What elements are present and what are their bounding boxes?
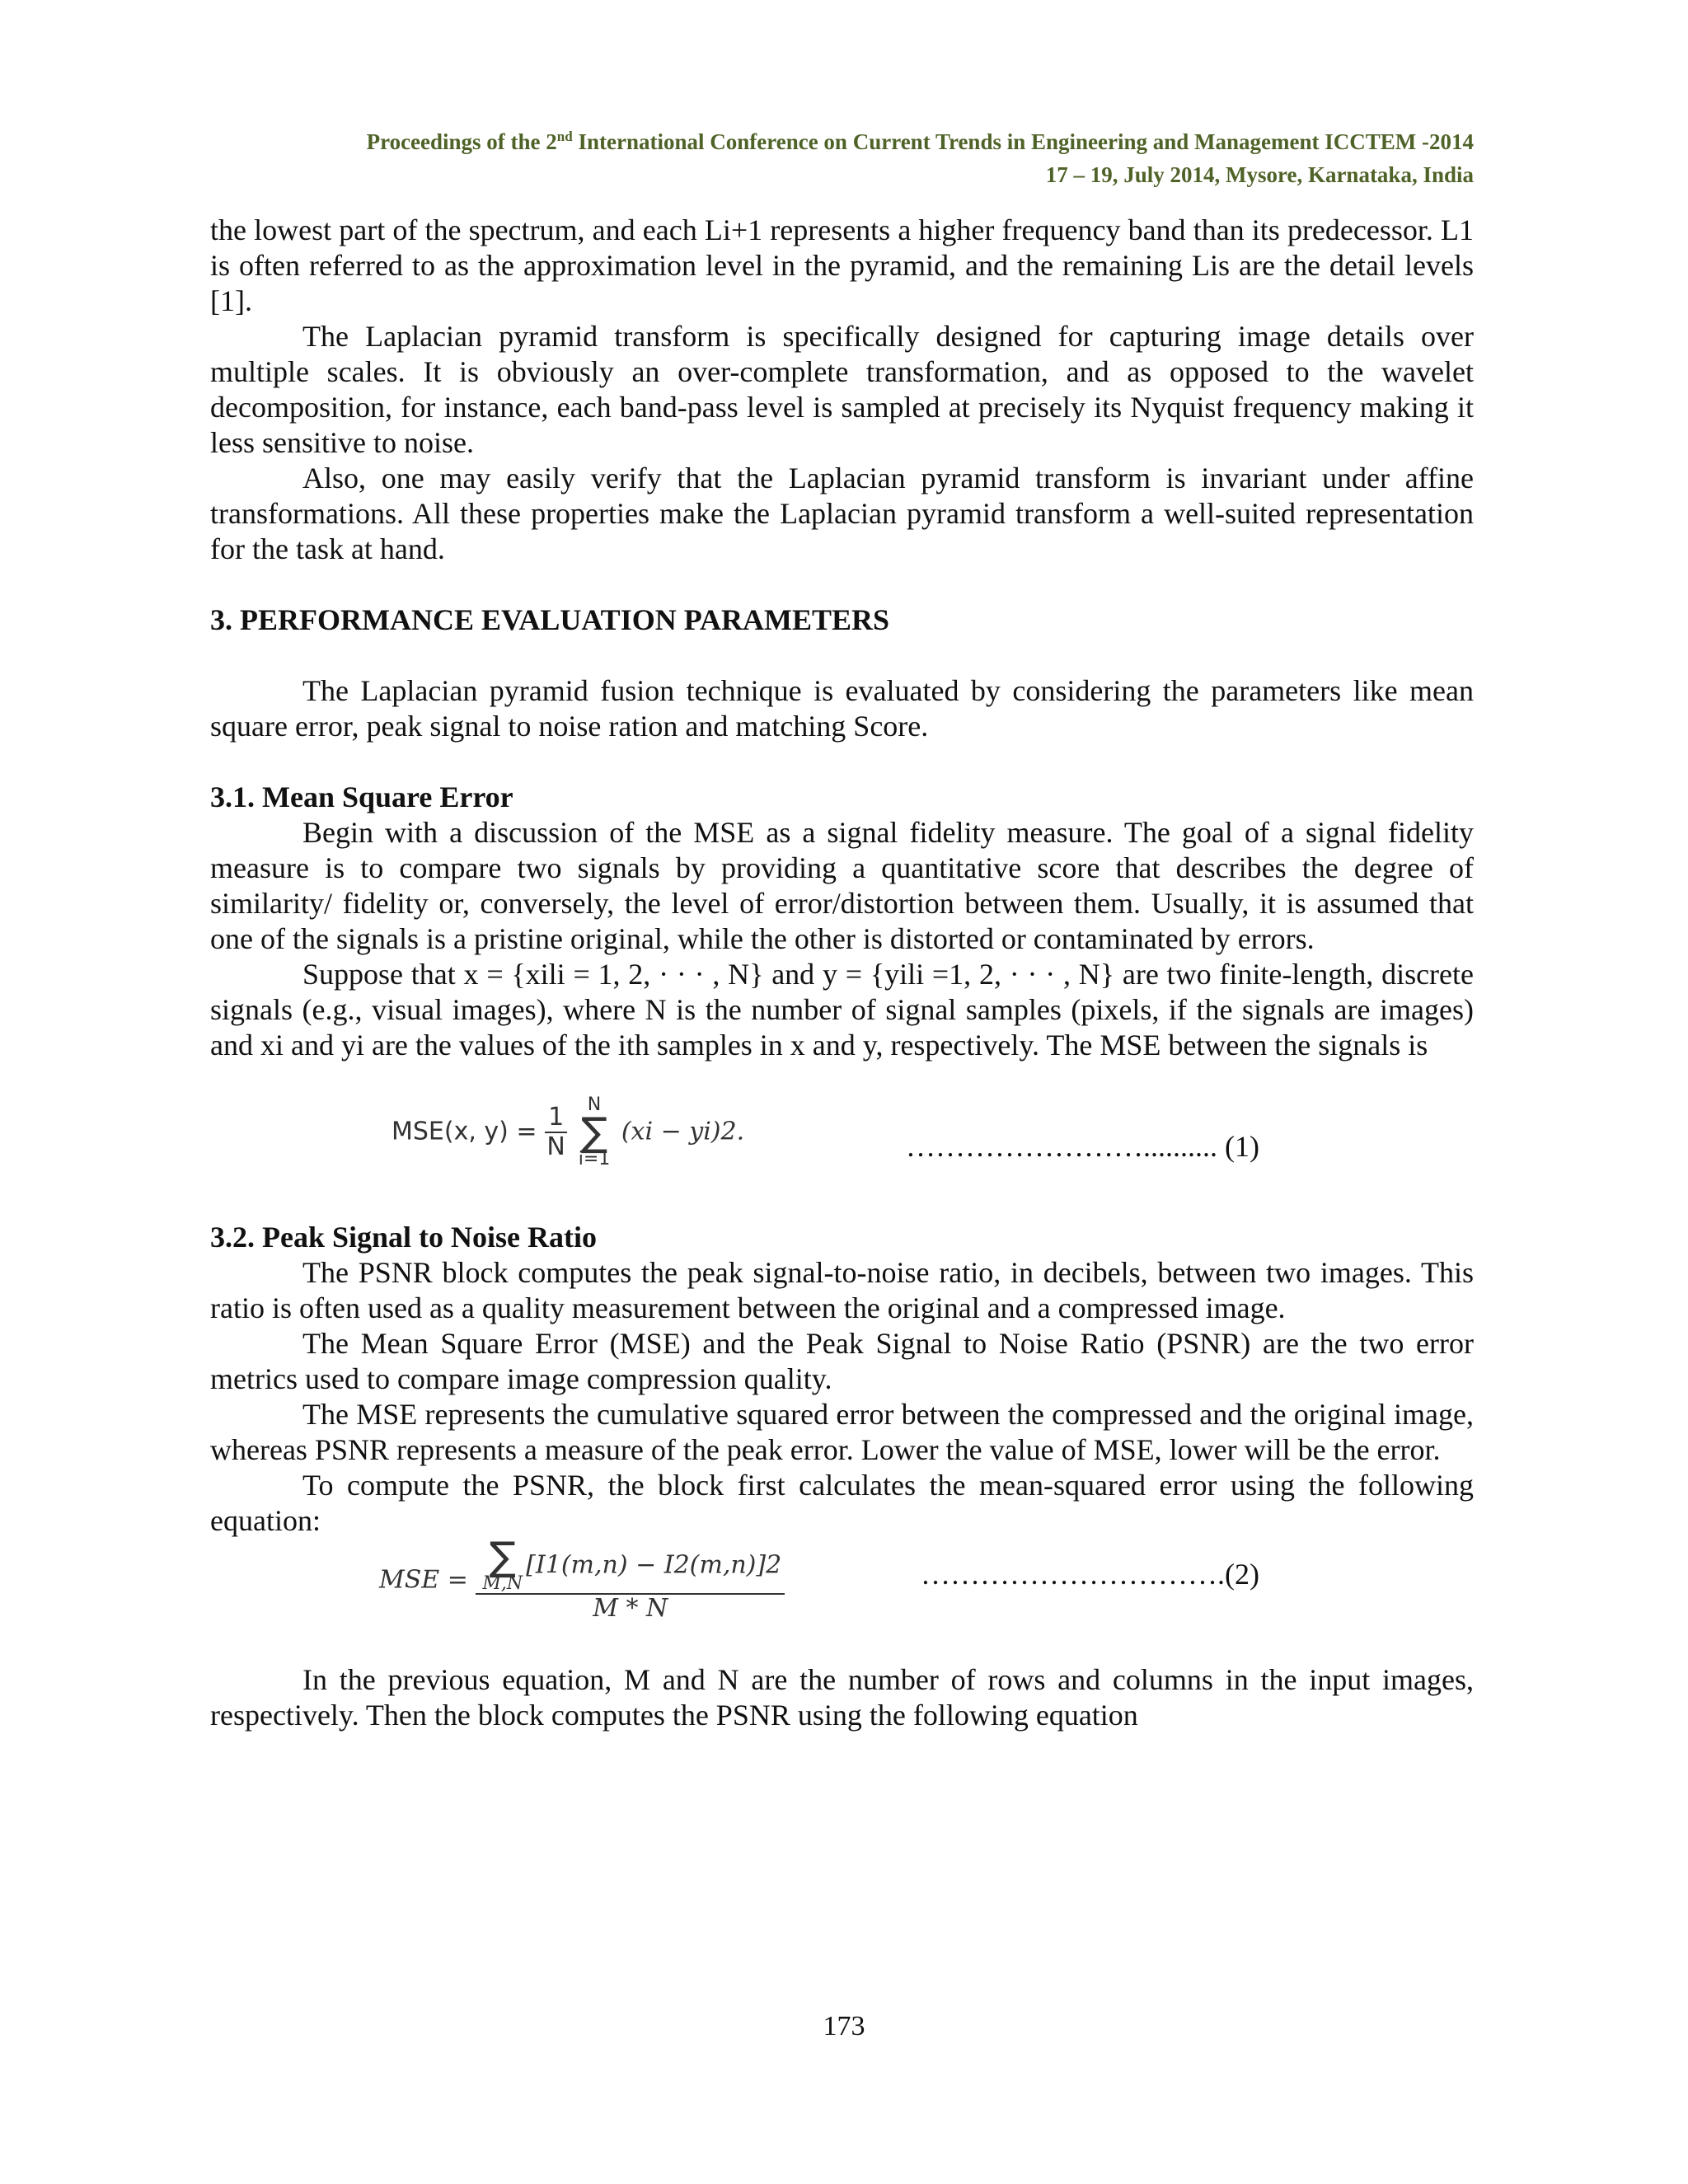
running-header — [210, 125, 1474, 191]
paragraph: Also, one may easily verify that the Laplacian pyramid transform is invariant under affine transformations. All these properties make the Laplacian pyramid transform a well-suited representation for the task at hand. — [210, 462, 1474, 565]
subsection-heading: 3.2. Peak Signal to Noise Ratio — [210, 1221, 598, 1254]
equation-1 — [210, 1096, 1474, 1195]
equation-1-formula: MSE(x, y) = $\frac{1}{N}$ N ∑ i=1 (xi − yi)2. — [392, 1094, 745, 1169]
page-number: 173 — [823, 2011, 865, 2041]
paragraph: Suppose that x = {xili = 1, 2, · · · , N} and y = {yili =1, 2, · · · , N} are two finite-length, discrete signals (e.g., visual images), where N is the number of signal samples (pixels, if the signals are images) and xi and yi are the values of the ith samples in x and y, respectively. The MSE between the signals is — [210, 958, 1474, 1062]
paragraph: The PSNR block computes the peak signal-to-noise ratio, in decibels, between two images. This ratio is often used as a quality measurement between the original and a compressed image. — [210, 1256, 1474, 1324]
equation-1-number: …………………….......... (1) — [906, 1130, 1259, 1163]
header-line-1: Proceedings of the 2nd International Conference on Current Trends in Engineering and Management ICCTEM -2014 — [366, 129, 1474, 154]
paragraph: The Laplacian pyramid transform is specifically designed for capturing image details over multiple scales. It is obviously an over-complete transformation, and as opposed to the wavelet decomposition, for instance, each band-pass level is sampled at precisely its Nyquist frequency making it less sensitive to noise. — [210, 320, 1474, 459]
paragraph: In the previous equation, M and N are the number of rows and columns in the input images, respectively. Then the block computes the PSNR using the following equation — [210, 1663, 1474, 1732]
section-heading: 3. PERFORMANCE EVALUATION PARAMETERS — [210, 603, 890, 636]
equation-2 — [210, 1534, 1474, 1646]
header-line-2: 17 – 19, July 2014, Mysore, Karnataka, India — [1045, 162, 1474, 187]
paragraph: The Laplacian pyramid fusion technique is evaluated by considering the parameters like mean square error, peak signal to noise ration and matching Score. — [210, 674, 1474, 743]
equation-2-formula: MSE = ∑ M,N [I1(m,n) − I2(m,n)]2 M * N — [379, 1539, 785, 1623]
paragraph: The Mean Square Error (MSE) and the Peak Signal to Noise Ratio (PSNR) are the two error metrics used to compare image compression quality. — [210, 1327, 1474, 1395]
page-body — [210, 213, 1474, 1733]
equation-2-number: ………………………….(2) — [921, 1558, 1259, 1591]
paragraph: Begin with a discussion of the MSE as a signal fidelity measure. The goal of a signal fidelity measure is to compare two signals by providing a quantitative score that describes the degree of similarity/ fidelity or, conversely, the level of error/distortion between them. Usually, it is assumed that one of the signals is a pristine original, while the other is distorted or contaminated by errors. — [210, 816, 1474, 955]
paragraph: The MSE represents the cumulative squared error between the compressed and the original image, whereas PSNR represents a measure of the peak error. Lower the value of MSE, lower will be the error. — [210, 1398, 1474, 1466]
paragraph: To compute the PSNR, the block first calculates the mean-squared error using the following equation: — [210, 1469, 1474, 1537]
subsection-heading: 3.1. Mean Square Error — [210, 780, 513, 813]
paragraph: the lowest part of the spectrum, and each Li+1 represents a higher frequency band than its predecessor. L1 is often referred to as the approximation level in the pyramid, and the remaining Lis are the detail levels [1]. — [210, 213, 1474, 317]
